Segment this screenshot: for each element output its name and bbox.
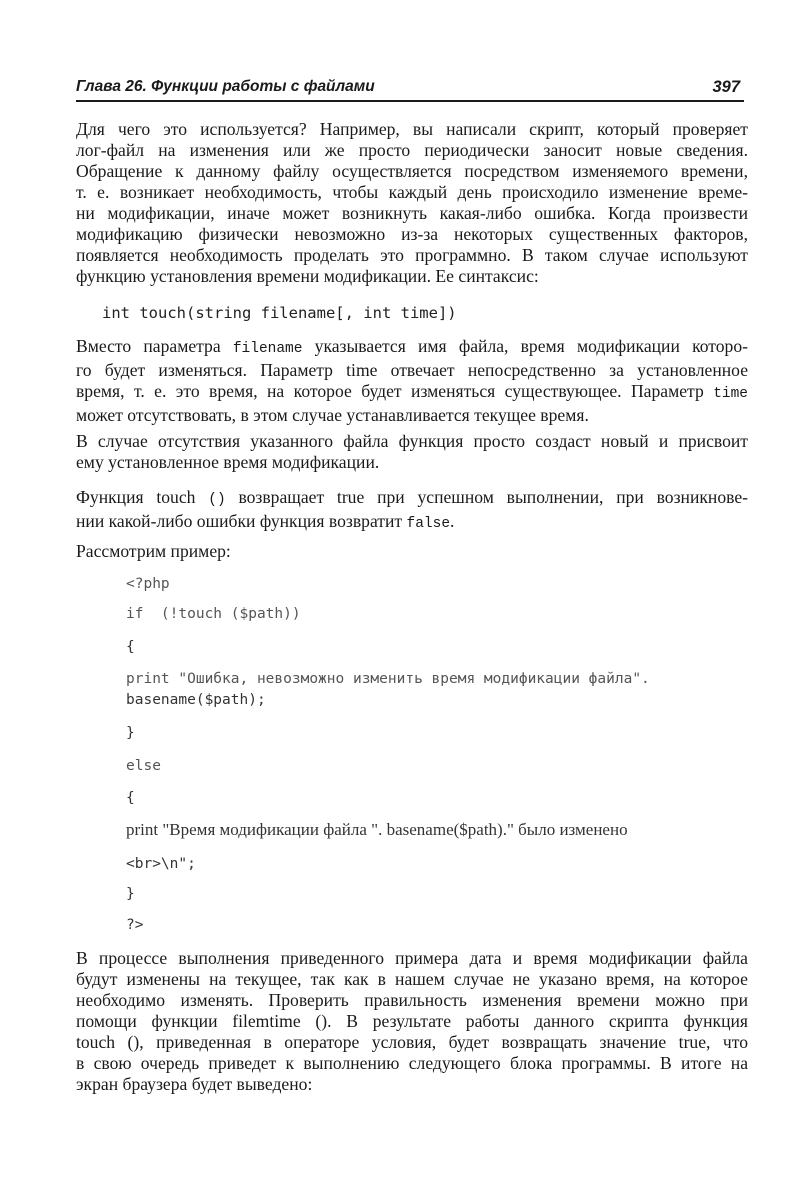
text-span: нии какой-либо ошибки функция возвратит (76, 511, 407, 531)
paragraph-result (76, 948, 748, 1095)
text-line: модификацию физически невозможно из-за некоторых существенных факторов, (76, 224, 748, 244)
text-line: в свою очередь приведет к выполнению следующего блока программы. В итоге на (76, 1053, 748, 1073)
inline-code: filename (232, 341, 303, 357)
paragraph-parameters (76, 336, 748, 426)
code-line: { (126, 790, 135, 806)
text-line: touch (), приведенная в операторе условия, будет возвращать значение true, что (76, 1032, 748, 1052)
text-span: возвращает true при успешном выполнении, при возникнове- (225, 487, 749, 507)
code-line: } (126, 886, 135, 902)
code-line: basename($path); (126, 692, 266, 708)
text-line: В случае отсутствия указанного файла функция просто создаст новый и присвоит (76, 431, 748, 451)
text-span: время, т. е. это время, на которое будет изменяться существующее. Параметр (76, 381, 714, 401)
code-line: print "Время модификации файла ". basename($path)." было изменено (126, 820, 628, 839)
text-line: Рассмотрим пример: (76, 541, 231, 561)
text-line: Обращение к данному файлу осуществляется посредством изменяемого времени, (76, 161, 748, 181)
text-line: В процессе выполнения приведенного примера дата и время модификации файла (76, 948, 748, 968)
code-line: <br>\n"; (126, 856, 196, 872)
inline-code: time (713, 386, 748, 402)
text-span: указывается имя файла, время модификации которо- (302, 336, 748, 356)
code-line: <?php (126, 576, 170, 592)
header-rule (76, 100, 744, 102)
text-line: помощи функции filemtime (). В результате работы данного скрипта функция (76, 1011, 748, 1031)
code-line: ?> (126, 917, 144, 933)
paragraph-example-intro (76, 541, 748, 562)
code-line: if (!touch ($path)) (126, 606, 301, 622)
text-line (76, 511, 748, 535)
paragraph-return-value (76, 487, 748, 535)
code-line: print "Ошибка, невозможно изменить время модификации файла". (126, 671, 650, 687)
text-line (76, 381, 748, 405)
text-line: лог-файл на изменения или же просто периодически заносит новые сведения. (76, 140, 748, 160)
text-line: функцию установления времени модификации. Ее синтаксис: (76, 266, 539, 286)
inline-code: false (406, 516, 451, 532)
code-line: else (126, 758, 161, 774)
text-line: го будет изменяться. Параметр time отвечает непосредственно за установленное (76, 360, 748, 380)
text-line: ни модификации, иначе может возникнуть какая-либо ошибка. Когда произвести (76, 203, 748, 223)
text-span: . (450, 511, 455, 531)
page-number: 397 (712, 78, 740, 96)
function-signature: int touch(string filename[, int time]) (102, 304, 457, 322)
text-line: необходимо изменять. Проверить правильность изменения времени можно при (76, 990, 748, 1010)
paragraph-intro (76, 119, 748, 287)
text-line: Для чего это используется? Например, вы написали скрипт, который проверяет (76, 119, 748, 139)
text-line: появляется необходимость проделать это программно. В таком случае используют (76, 245, 748, 265)
code-line: { (126, 639, 135, 655)
code-line: } (126, 725, 135, 741)
text-span: Функция touch (76, 487, 209, 507)
running-header (76, 78, 742, 98)
text-line: может отсутствовать, в этом случае устанавливается текущее время. (76, 405, 589, 425)
text-line: будут изменены на текущее, так как в нашем случае не указано время, на которое (76, 969, 748, 989)
text-line (76, 487, 748, 511)
text-line: экран браузера будет выведено: (76, 1074, 313, 1094)
text-span: Вместо параметра (76, 336, 233, 356)
inline-code: () (208, 492, 226, 508)
text-line: ему установленное время модификации. (76, 452, 380, 472)
text-line (76, 336, 748, 360)
paragraph-missing-file (76, 431, 748, 473)
text-line: т. е. возникает необходимость, чтобы каждый день происходило изменение време- (76, 182, 748, 202)
chapter-title: Глава 26. Функции работы с файлами (76, 78, 375, 95)
